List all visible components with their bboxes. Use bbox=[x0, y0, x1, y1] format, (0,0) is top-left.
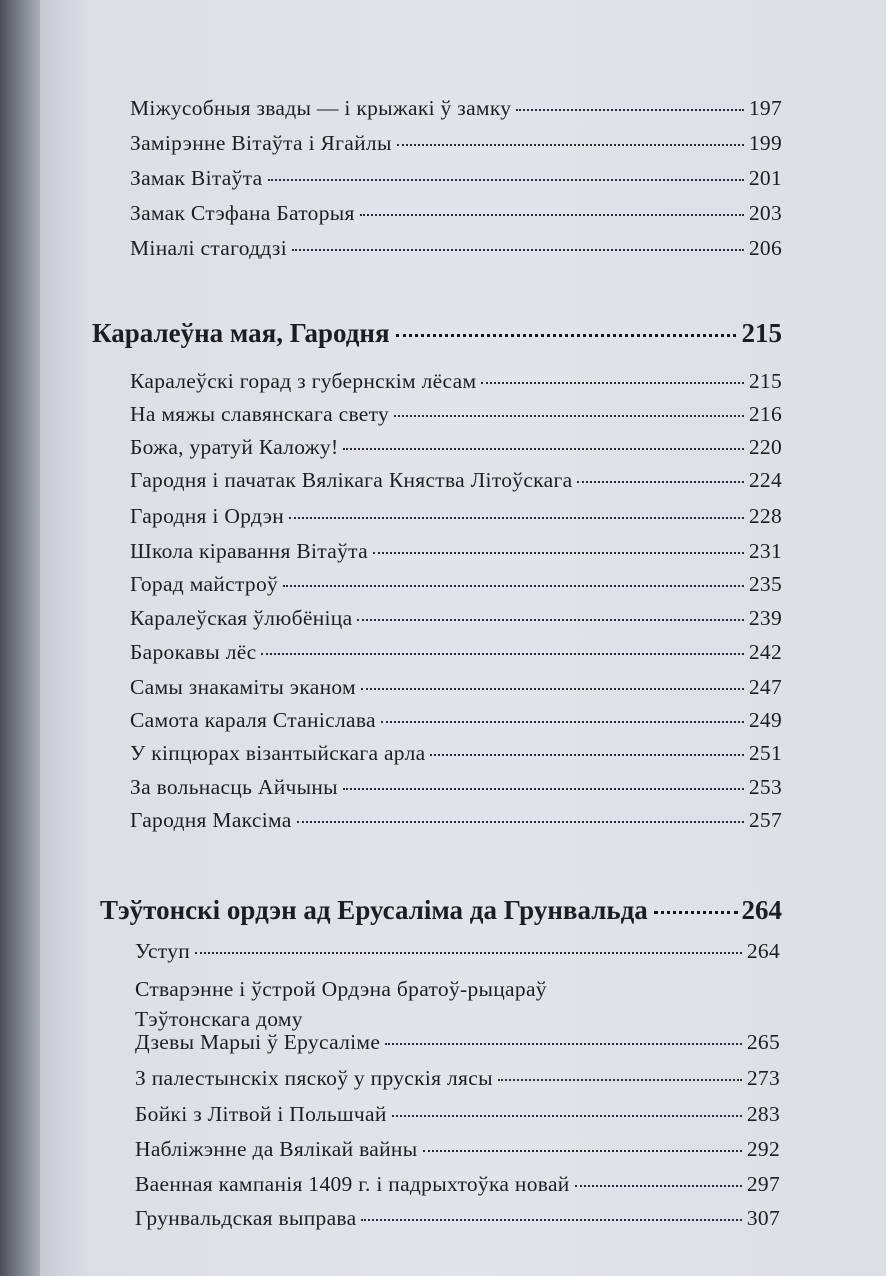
toc-entry-title: З палестынскіх пяскоў у прускія лясы bbox=[135, 1066, 493, 1090]
toc-entry-page: 203 bbox=[748, 201, 782, 225]
dot-leader bbox=[430, 754, 743, 756]
toc-entry bbox=[130, 773, 782, 801]
dot-leader bbox=[394, 415, 744, 417]
toc-entry bbox=[135, 1100, 780, 1128]
toc-entry-page: 206 bbox=[748, 236, 782, 260]
dot-leader bbox=[373, 552, 744, 554]
toc-entry-page: 197 bbox=[748, 96, 782, 120]
dot-leader bbox=[297, 821, 744, 823]
dot-leader bbox=[498, 1079, 742, 1081]
toc-entry-page: 292 bbox=[746, 1137, 780, 1161]
toc-entry-title: Бойкі з Літвой і Польшчай bbox=[135, 1102, 387, 1126]
toc-entry-page: 247 bbox=[748, 675, 782, 699]
section-heading bbox=[100, 893, 782, 927]
toc-entry-title: За вольнасць Айчыны bbox=[130, 775, 338, 799]
dot-leader bbox=[516, 109, 744, 111]
toc-entry bbox=[130, 673, 782, 701]
dot-leader bbox=[357, 619, 743, 621]
section-heading-title: Тэўтонскі ордэн ад Ерусаліма да Грунвальда bbox=[100, 895, 648, 925]
dot-leader bbox=[397, 144, 744, 146]
section-heading-page: 264 bbox=[741, 895, 782, 925]
dot-leader bbox=[343, 448, 743, 450]
toc-entry-title: Замірэнне Вітаўта і Ягайлы bbox=[130, 131, 392, 155]
section-heading-page: 215 bbox=[741, 318, 782, 348]
toc-entry-title: Школа кіравання Вітаўта bbox=[130, 539, 368, 563]
dot-leader bbox=[195, 952, 742, 954]
dot-leader bbox=[481, 382, 743, 384]
toc-entry-page: 249 bbox=[748, 708, 782, 732]
toc-entry-title: Грунвальдская выправа bbox=[135, 1206, 357, 1230]
dot-leader bbox=[261, 653, 743, 655]
toc-entry bbox=[130, 400, 782, 428]
toc-entry-page: 239 bbox=[748, 606, 782, 630]
toc-entry-title: Каралеўская ўлюбёніца bbox=[130, 606, 353, 630]
toc-entry-title: Горад майстроў bbox=[130, 572, 279, 596]
dot-leader bbox=[385, 1043, 742, 1045]
toc-entry-page: 224 bbox=[748, 468, 782, 492]
toc-entry-page: 264 bbox=[746, 939, 780, 963]
toc-entry-title: Гародня і Ордэн bbox=[130, 504, 285, 528]
toc-entry bbox=[130, 706, 782, 734]
toc-entry bbox=[130, 129, 782, 157]
toc-entry-title: У кіпцюрах візантыйскага арла bbox=[130, 741, 426, 765]
toc-entry bbox=[135, 1204, 780, 1232]
dot-leader bbox=[360, 214, 744, 216]
toc-entry-title: Набліжэнне да Вялікай вайны bbox=[135, 1137, 418, 1161]
toc-entry-title: Божа, уратуй Каложу! bbox=[130, 435, 339, 459]
dot-leader bbox=[268, 179, 744, 181]
toc-entry-page: 242 bbox=[748, 640, 782, 664]
toc-entry-page: 283 bbox=[746, 1102, 780, 1126]
toc-entry-title: Ваенная кампанія 1409 г. і падрыхтоўка новай bbox=[135, 1172, 570, 1196]
toc-entry bbox=[130, 234, 782, 262]
dot-leader bbox=[577, 481, 743, 483]
toc-entry-page: 251 bbox=[748, 741, 782, 765]
toc-entry-page: 235 bbox=[748, 572, 782, 596]
section-heading-title: Каралеўна мая, Гародня bbox=[92, 318, 390, 348]
dot-leader bbox=[361, 688, 744, 690]
section-heading bbox=[92, 316, 782, 350]
toc-entry bbox=[130, 164, 782, 192]
toc-entry-title: На мяжы славянскага свету bbox=[130, 402, 390, 426]
dot-leader bbox=[343, 788, 744, 790]
toc-entry bbox=[130, 570, 782, 598]
toc-entry-title: Самы знакаміты эканом bbox=[130, 675, 356, 699]
dot-leader bbox=[654, 911, 738, 914]
toc-entry bbox=[130, 199, 782, 227]
toc-entry-page: 216 bbox=[748, 402, 782, 426]
toc-entry-title-line: Тэўтонскага дому bbox=[135, 1007, 303, 1031]
toc-entry bbox=[130, 94, 782, 122]
toc-entry bbox=[130, 466, 782, 494]
toc-entry-title: Міналі стагоддзі bbox=[130, 236, 287, 260]
toc-entry-title: Самота караля Станіслава bbox=[130, 708, 376, 732]
toc-entry-title: Каралеўскі горад з губернскім лёсам bbox=[130, 369, 477, 393]
toc-entry-title: Гародня Максіма bbox=[130, 808, 292, 832]
toc-entry-title: Дзевы Марыі ў Ерусаліме bbox=[135, 1030, 381, 1054]
toc-entry-page: 201 bbox=[748, 166, 782, 190]
toc-entry bbox=[130, 739, 782, 767]
toc-entry bbox=[135, 1135, 780, 1163]
dot-leader bbox=[292, 249, 744, 251]
dot-leader bbox=[381, 721, 744, 723]
toc-entry-page: 273 bbox=[746, 1066, 780, 1090]
dot-leader bbox=[396, 334, 736, 337]
dot-leader bbox=[289, 517, 744, 519]
toc-entry-multiline bbox=[135, 974, 547, 1034]
dot-leader bbox=[575, 1185, 742, 1187]
toc-entry-page: 307 bbox=[746, 1206, 780, 1230]
toc-entry-page: 253 bbox=[748, 775, 782, 799]
toc-entry bbox=[130, 537, 782, 565]
toc-entry bbox=[135, 1170, 780, 1198]
toc-entry-title: Гародня і пачатак Вялікага Княства Літоўскага bbox=[130, 468, 573, 492]
toc-entry bbox=[130, 433, 782, 461]
toc-entry-page: 297 bbox=[746, 1172, 780, 1196]
toc-entry-page: 228 bbox=[748, 504, 782, 528]
dot-leader bbox=[361, 1219, 741, 1221]
toc-entry-page: 257 bbox=[748, 808, 782, 832]
toc-entry-title-line: Стварэнне і ўстрой Ордэна братоў-рыцараў bbox=[135, 977, 547, 1001]
toc-entry bbox=[130, 367, 782, 395]
toc-entry-title: Міжусобныя звады — і крыжакі ў замку bbox=[130, 96, 512, 120]
dot-leader bbox=[283, 585, 744, 587]
dot-leader bbox=[392, 1115, 742, 1117]
toc-entry-page: 199 bbox=[748, 131, 782, 155]
toc-entry bbox=[135, 1028, 780, 1056]
toc-entry-title: Замак Вітаўта bbox=[130, 166, 263, 190]
toc-entry-title: Уступ bbox=[135, 939, 191, 963]
toc-entry-page: 265 bbox=[746, 1030, 780, 1054]
toc-entry-title: Барокавы лёс bbox=[130, 640, 257, 664]
dot-leader bbox=[423, 1150, 742, 1152]
toc-entry bbox=[130, 638, 782, 666]
toc-entry-title: Замак Стэфана Баторыя bbox=[130, 201, 355, 225]
toc-entry bbox=[130, 502, 782, 530]
toc-entry bbox=[135, 937, 780, 965]
toc-entry bbox=[130, 806, 782, 834]
toc-entry-page: 220 bbox=[748, 435, 782, 459]
toc-entry-page: 231 bbox=[748, 539, 782, 563]
toc-entry bbox=[130, 604, 782, 632]
toc-entry-page: 215 bbox=[748, 369, 782, 393]
toc-entry bbox=[135, 1064, 780, 1092]
